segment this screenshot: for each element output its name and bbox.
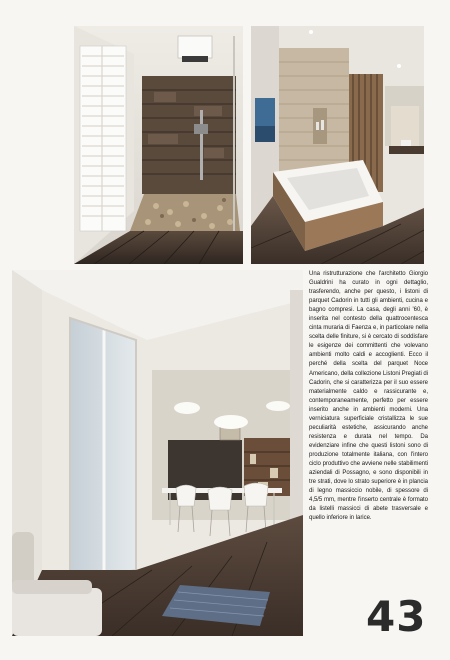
bathroom-shower-photo — [74, 26, 243, 264]
article-body: Una ristrutturazione che l'architetto Giorgio Gualdrini ha curato in ogni dettaglio, trasferendo, anche per questo, i listoni di parquet Cadorin in tutti gli ambienti, cucina e bagno compresi. La casa, degli anni '60, è inserita nel contesto della quattrocentesca cinta muraria di Faenza e, in particolare nella scelta delle finiture, si è cercato di soddisfare le esigenze dei committenti che volevano ambienti molto caldi e accoglienti. Ecco il perché della scelta del parquet Noce Americano, della collezione Listoni Pregiati di Cadorin, che si caratterizza per il suo essere materialmente caldo e rassicurante e, contemporaneamente, perfetto per essere inserito anche in ambienti moderni. Una verniciatura superficiale cristallizza le sue peculiarità estetiche, assicurando anche resistenza e durata nel tempo. Da evidenziare infine che questi listoni sono di produzione totalmente italiana, con l'intero ciclo produttivo che avviene nelle stabilimenti aziendali di Possagno, e sono disponibili in tre strati, dove lo strato superiore è in plancia di legno massiccio nobile, di spessore di 4,5/5 mm, mentre l'inserto centrale è formato da listelli massicci di abete trasversale e quello inferiore in larice. — [309, 271, 428, 522]
bathroom-bathtub-photo — [251, 26, 424, 264]
living-dining-room-photo — [12, 270, 303, 636]
page-number: 43 — [366, 592, 427, 641]
